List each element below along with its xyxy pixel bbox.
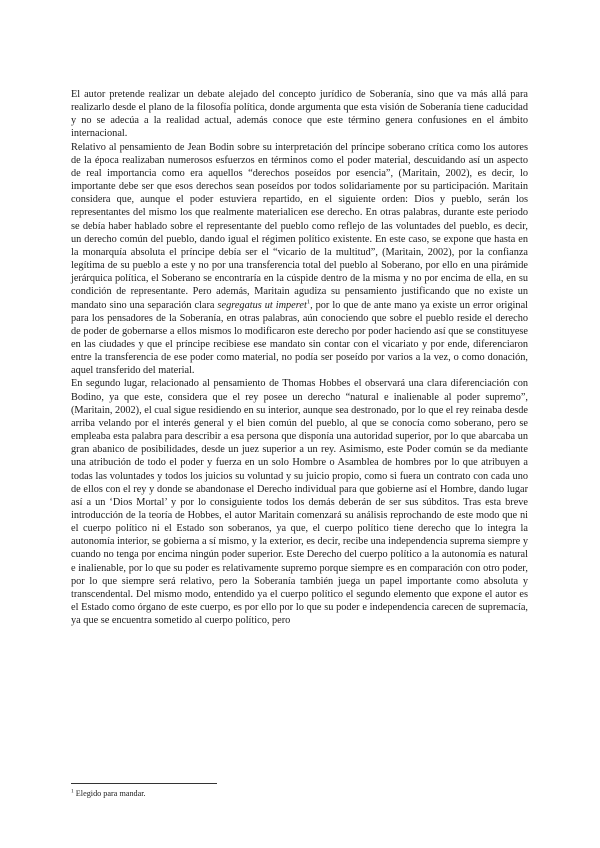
paragraph-3: En segundo lugar, relacionado al pensamiento de Thomas Hobbes el observará una clara diferenciación con Bodino, ya que este, considera que el rey posee un derecho “natural e inalienable al poder supremo”, (Maritain, 2002), el cual sigue residiendo en su interior, aunque sea destronado, por lo que el rey reinaba desde arriba velando por el interés general y el bien común del pueblo, al que se conocía como soberano, pero se empleaba esta palabra para describir a esa persona que disponía una autoridad superior, por lo que abarcaba un gran abanico de posibilidades, desde un juez superior a un rey. Asimismo, este Poder común se da mediante una atribución de todo el poder y fuerza en un solo Hombre o Asamblea de hombres por lo que atribuyen a todas las voluntades y todos los juicios su voluntad y su juicio propio, como si fuera un contrato con cada uno de ellos con el rey y donde se abandonase el Derecho individual para que gobierne así el Hombre, dando lugar así a un ‘Dios Mortal’ y por lo consiguiente todos los demás deberán de ser sus súbditos. Tras esta breve introducción de la teoría de Hobbes, el autor Maritain comenzará su análisis reprochando de este modo que ni el cuerpo político ni el Estado son soberanos, ya que, el cuerpo político tiene derecho que lo integra la autonomía interior, se gobierna a sí mismo, y la exterior, es decir, recibe una independencia suprema siempre y cuando no tenga por encima ningún poder superior. Este Derecho del cuerpo político a la autonomía es natural e inalienable, por lo que su poder es relativamente supremo porque siempre es en comparación con otro poder, por lo que siempre será relativo, pero la Soberanía también juega un papel importante como absoluta y transcendental. Del mismo modo, entendido ya el cuerpo político el segundo elemento que expone el autor es el Estado como órgano de este cuerpo, es por ello por lo que su poder e independencia carecen de supremacía, ya que se encuentra sometido al cuerpo político, pero [71, 378, 528, 627]
paragraph-1: El autor pretende realizar un debate alejado del concepto jurídico de Soberanía, sino que va más allá para realizarlo desde el plano de la filosofía política, donde argumenta que esta visión de Soberanía tiene caducidad y no se adecúa a la realidad actual, además conoce que este término genera confusiones en el ámbito internacional. [71, 89, 528, 140]
paragraph-2-text-before: Relativo al pensamiento de Jean Bodin sobre su interpretación del príncipe soberano crítica como los autores de la época realizaban numerosos esfuerzos en términos como el poder material, descuidando así un aspecto de real importancia como era aquellos “derechos poseídos por esencia”, (Maritain, 2002), es decir, lo importante debe ser que esos derechos sean poseídos por todos solidariamente por su participación. Maritain considera que, aunque el poder estuviera repartido, en el siguiente orden: Dios y pueblo, serán los representantes del mismo los que realmente materialicen ese derecho. En otras palabras, durante este periodo se debía haber hablado sobre el representante del pueblo como reflejo de las voluntades del pueblo, es decir, un derecho común del pueblo, dando igual el régimen político existente. En este caso, se expone que hasta en la monarquía absoluta el príncipe debía ser el “vicario de la multitud”, (Maritain, 2002), por la confianza legítima de su pueblo a este y no por una transferencia total del pueblo al Soberano, por ello en una pirámide jerárquica política, el Soberano se encontraría en la cúspide dentro de la misma y no por encima de ella, en su condición de representante. Pero además, Maritain agudiza su pensamiento justificando que no existe un mandato sino una separación clara [71, 141, 528, 311]
footnote [71, 789, 528, 799]
latin-phrase: segregatus ut imperet [217, 299, 307, 311]
footnote-text: Elegido para mandar. [75, 789, 146, 798]
footnote-divider [71, 783, 217, 784]
paragraph-2 [71, 141, 528, 378]
paragraph-2-text-after: , por lo que de ante mano ya existe un error original para los pensadores de la Soberanía, en otras palabras, aún conociendo que sobre el pueblo reside el derecho de poder de gobernarse a ellos mismos lo modificaron este derecho por poder haciendo así que se constituyese en las ciudades y que el príncipe recibiese ese mandato sin contar con el vicariato y por ende, diferenciaron entre la transferencia de ese poder como material, no podía ser poseído por varios a la vez, o como donación, aquel transferido del material. [71, 299, 528, 377]
body-text [71, 88, 528, 627]
footnote-reference[interactable]: 1 [306, 298, 311, 306]
footnote-number: 1 [71, 788, 74, 795]
